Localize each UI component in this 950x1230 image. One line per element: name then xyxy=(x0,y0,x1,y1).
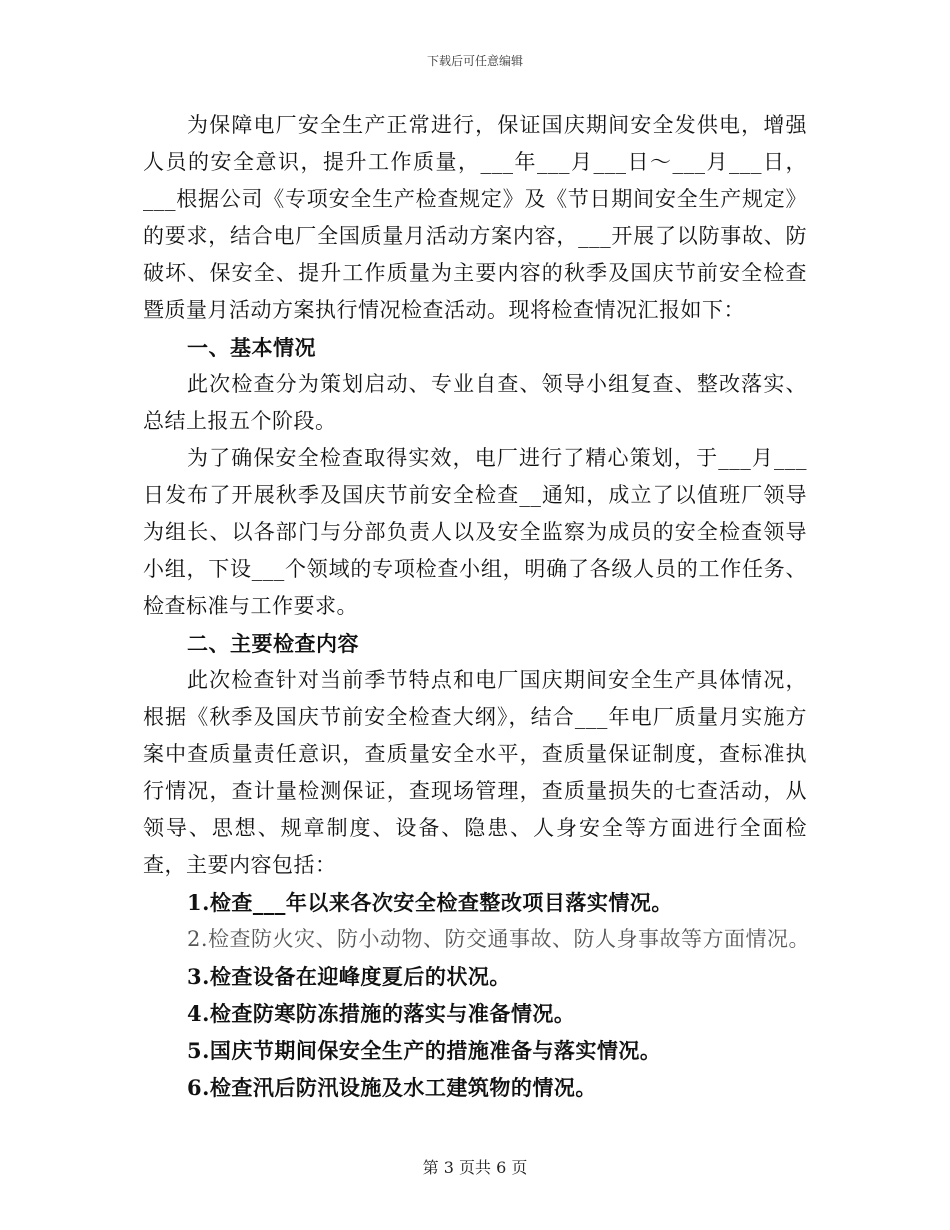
list-item-2: 2.检查防火灾、防小动物、防交通事故、防人身事故等方面情况。 xyxy=(187,927,811,951)
paragraph-planning: 为了确保安全检查取得实效，电厂进行了精心策划，于___月___日发布了开展秋季及国庆节前安全检查__通知，成立了以值班厂领导为组长、以各部门与分部负责人以及安全监察为成员的安全检查领导小组，下设___个领域的专项检查小组，明确了各级人员的工作任务、检查标准与工作要求。 xyxy=(143,446,807,618)
intro-paragraph: 为保障电厂安全生产正常进行，保证国庆期间安全发供电，增强人员的安全意识，提升工作质量，___年___月___日～___月___日，___根据公司《专项安全生产检查规定》及《节日期间安全生产规定》的要求，结合电厂全国质量月活动方案内容，___开展了以防事故、防破坏、保安全、提升工作质量为主要内容的秋季及国庆节前安全检查暨质量月活动方案执行情况检查活动。现将检查情况汇报如下： xyxy=(143,113,807,322)
list-item-6: 6.检查汛后防汛设施及水工建筑物的情况。 xyxy=(187,1075,597,1100)
page-header-note: 下载后可任意编辑 xyxy=(426,54,523,68)
document-body xyxy=(143,107,811,1106)
section-heading-main-content: 二、主要检查内容 xyxy=(187,631,359,656)
list-item-4: 4.检查防寒防冻措施的落实与准备情况。 xyxy=(187,1001,576,1026)
paragraph-stages: 此次检查分为策划启动、专业自查、领导小组复查、整改落实、总结上报五个阶段。 xyxy=(143,372,807,433)
paragraph-inspection-scope: 此次检查针对当前季节特点和电厂国庆期间安全生产具体情况，根据《秋季及国庆节前安全检查大纲》，结合___年电厂质量月实施方案中查质量责任意识，查质量安全水平，查质量保证制度，查标准执行情况，查计量检测保证，查现场管理，查质量损失的七查活动，从领导、思想、规章制度、设备、隐患、人身安全等方面进行全面检查，主要内容包括： xyxy=(143,668,807,877)
page-number: 第 3 页共 6 页 xyxy=(422,1158,528,1177)
list-item-3: 3.检查设备在迎峰度夏后的状况。 xyxy=(187,964,511,989)
list-item-5: 5.国庆节期间保安全生产的措施准备与落实情况。 xyxy=(187,1038,662,1063)
section-heading-basic-situation: 一、基本情况 xyxy=(187,335,316,360)
list-item-1: 1.检查___年以来各次安全检查整改项目落实情况。 xyxy=(187,890,673,915)
